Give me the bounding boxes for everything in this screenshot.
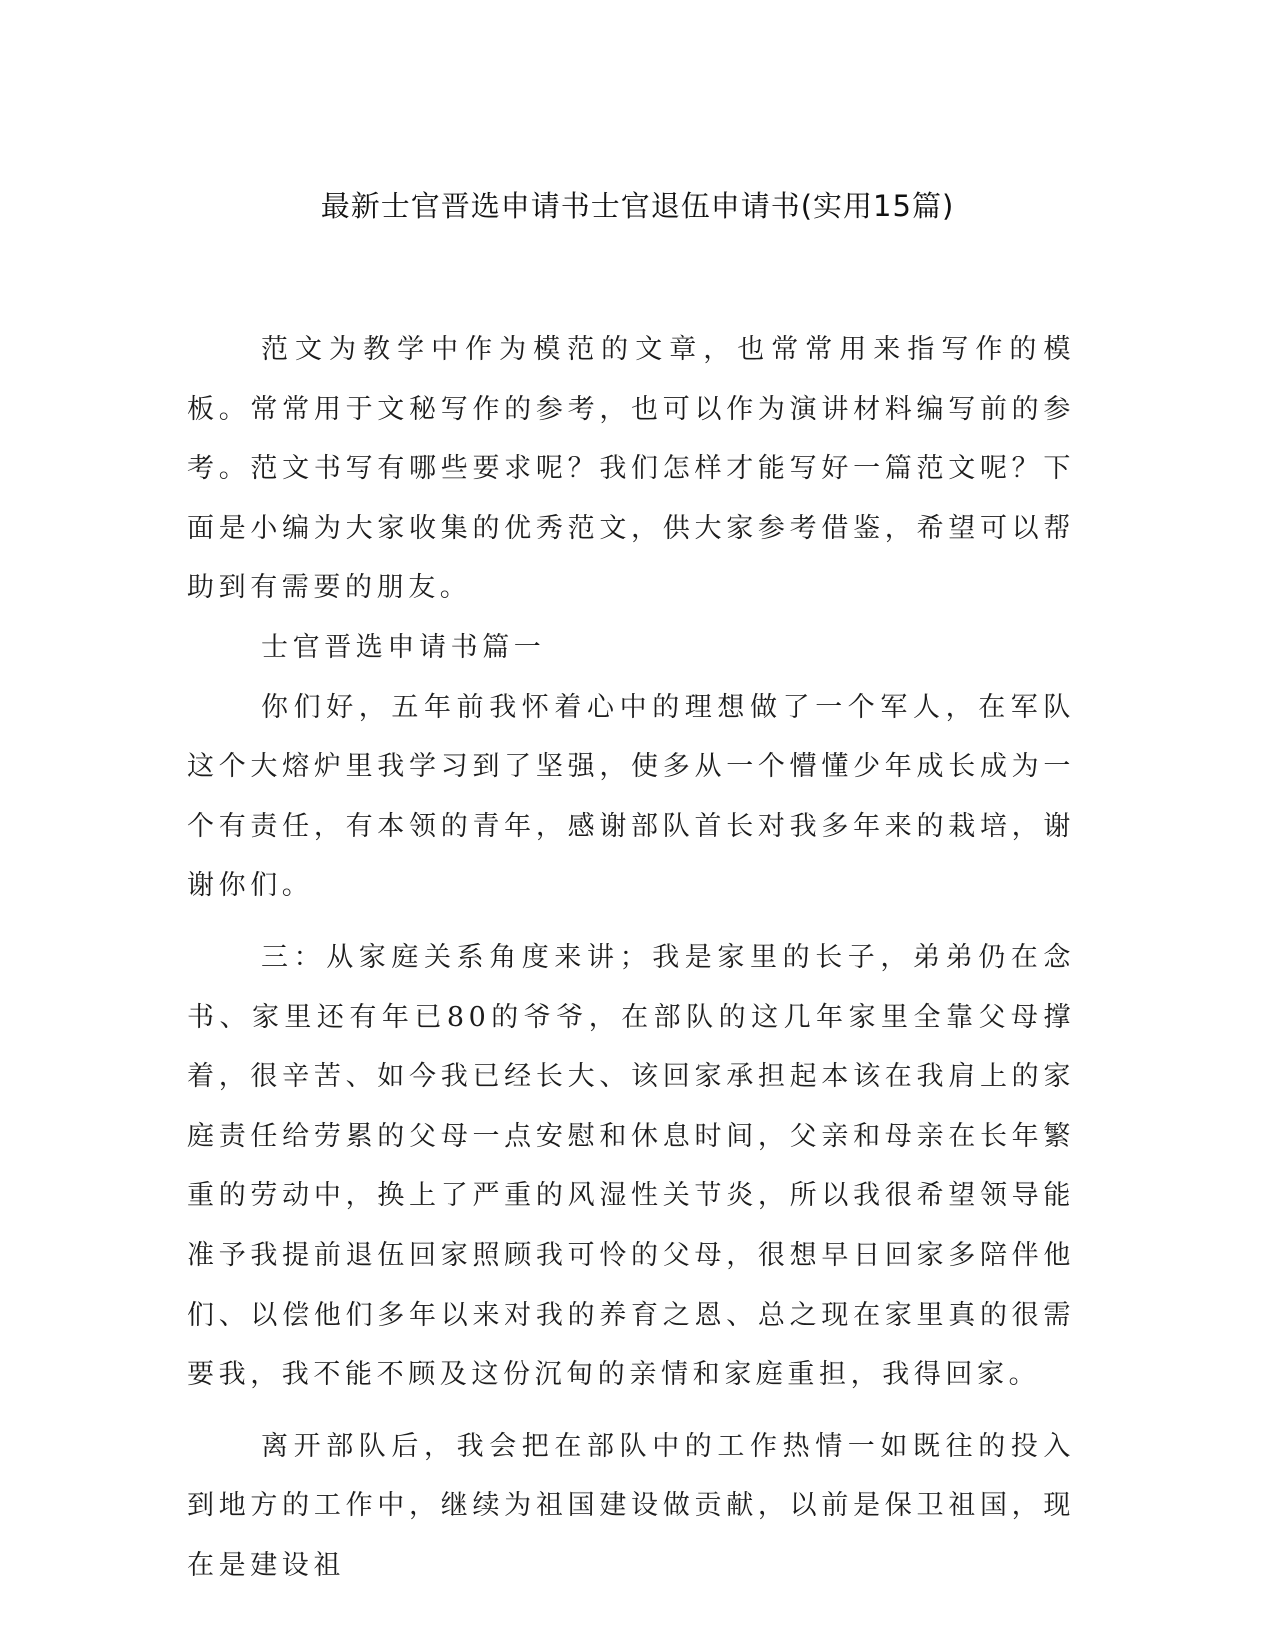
- section-heading: 士官晋选申请书篇一: [261, 631, 546, 663]
- intro-paragraph: 范文为教学中作为模范的文章，也常常用来指写作的模板。常常用于文秘写作的参考，也可以作为演讲材料编写前的参考。范文书写有哪些要求呢？我们怎样才能写好一篇范文呢？下面是小编为大家收集的优秀范文，供大家参考借鉴，希望可以帮助到有需要的朋友。: [187, 334, 1075, 604]
- greeting-paragraph: 你们好，五年前我怀着心中的理想做了一个军人，在军队这个大熔炉里我学习到了坚强，使多从一个懵懂少年成长成为一个有责任，有本领的青年，感谢部队首长对我多年来的栽培，谢谢你们。: [187, 691, 1075, 902]
- document-body: [187, 320, 1075, 1595]
- future-plan-paragraph: 离开部队后，我会把在部队中的工作热情一如既往的投入到地方的工作中，继续为祖国建设做贡献，以前是保卫祖国，现在是建设祖: [187, 1430, 1075, 1581]
- document-title: 最新士官晋选申请书士官退伍申请书(实用15篇): [320, 189, 955, 223]
- family-reason-paragraph: 三：从家庭关系角度来讲；我是家里的长子，弟弟仍在念书、家里还有年已80的爷爷，在部队的这几年家里全靠父母撑着，很辛苦、如今我已经长大、该回家承担起本该在我肩上的家庭责任给劳累的父母一点安慰和休息时间，父亲和母亲在长年繁重的劳动中，换上了严重的风湿性关节炎，所以我很希望领导能准予我提前退伍回家照顾我可怜的父母，很想早日回家多陪伴他们、以偿他们多年以来对我的养育之恩、总之现在家里真的很需要我，我不能不顾及这份沉甸的亲情和家庭重担，我得回家。: [187, 941, 1075, 1391]
